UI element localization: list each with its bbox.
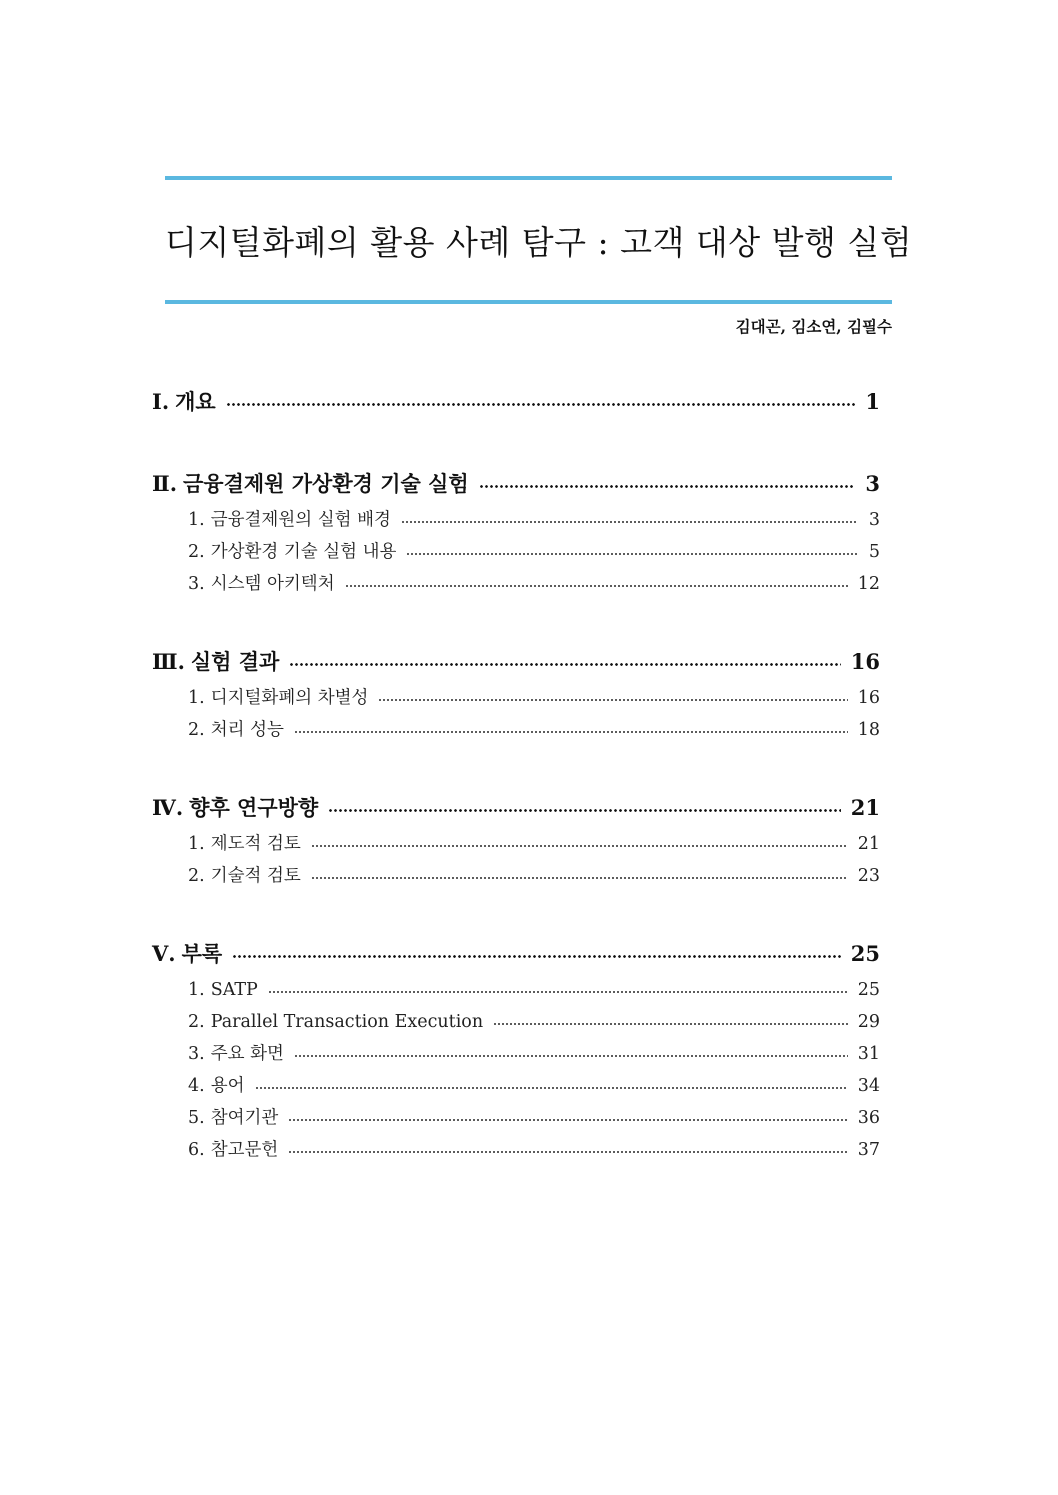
toc-chapter-entry[interactable] <box>152 382 880 422</box>
subsection-title: Parallel Transaction Execution <box>210 1012 484 1032</box>
subsection-number: 1. <box>188 980 205 1000</box>
dot-leader <box>288 1151 847 1153</box>
dot-leader <box>255 1087 848 1089</box>
subsection-title: 금융결제원의 실험 배경 <box>210 510 391 530</box>
page-number: 37 <box>857 1140 880 1160</box>
toc-subsection-entry[interactable] <box>188 1006 880 1038</box>
toc-section-3 <box>152 642 880 746</box>
subsection-title: 용어 <box>210 1076 245 1096</box>
chapter-numeral: Ⅱ. <box>152 471 178 496</box>
subsection-title: 가상환경 기술 실험 내용 <box>210 542 397 562</box>
toc-chapter-entry[interactable] <box>152 934 880 974</box>
page-number: 21 <box>857 834 880 854</box>
page-number: 5 <box>868 542 880 562</box>
page-number: 3 <box>868 510 880 530</box>
toc-section-1 <box>152 382 880 422</box>
page-number: 31 <box>857 1044 880 1064</box>
subsection-number: 3. <box>188 574 205 594</box>
dot-leader <box>294 1055 848 1057</box>
toc-section-4 <box>152 788 880 892</box>
toc-subsection-entry[interactable] <box>188 828 880 860</box>
subsection-title: 주요 화면 <box>210 1044 284 1064</box>
dot-leader <box>226 403 856 406</box>
chapter-numeral: Ⅰ. <box>152 389 170 414</box>
toc-section-2 <box>152 464 880 600</box>
toc-subsection-entry[interactable] <box>188 682 880 714</box>
chapter-numeral: Ⅴ. <box>152 941 176 966</box>
subsection-number: 5. <box>188 1108 205 1128</box>
subsection-title: 제도적 검토 <box>210 834 301 854</box>
page-number: 25 <box>857 980 880 1000</box>
document-title: 디지털화폐의 활용 사례 탐구 : 고객 대상 발행 실험 <box>165 223 913 262</box>
chapter-numeral: Ⅳ. <box>152 795 184 820</box>
dot-leader <box>268 991 848 993</box>
page-number: 3 <box>865 471 880 496</box>
page-number: 25 <box>850 941 880 966</box>
dot-leader <box>493 1023 848 1025</box>
table-of-contents <box>152 382 880 1166</box>
chapter-title: 부록 <box>181 941 223 966</box>
dot-leader <box>288 1119 847 1121</box>
subsection-title: SATP <box>210 980 258 1000</box>
page-number: 36 <box>857 1108 880 1128</box>
subsection-number: 4. <box>188 1076 205 1096</box>
toc-chapter-entry[interactable] <box>152 464 880 504</box>
toc-subsection-entry[interactable] <box>188 1134 880 1166</box>
subsection-title: 시스템 아키텍처 <box>210 574 335 594</box>
toc-subsection-entry[interactable] <box>188 714 880 746</box>
chapter-title: 실험 결과 <box>190 649 280 674</box>
toc-chapter-entry[interactable] <box>152 788 880 828</box>
subsection-title: 디지털화폐의 차별성 <box>210 688 369 708</box>
toc-subsection-entry[interactable] <box>188 536 880 568</box>
page-number: 18 <box>857 720 880 740</box>
subsection-number: 2. <box>188 542 205 562</box>
subsection-number: 3. <box>188 1044 205 1064</box>
dot-leader <box>232 955 841 958</box>
toc-subsection-entry[interactable] <box>188 568 880 600</box>
toc-subsection-entry[interactable] <box>188 860 880 892</box>
chapter-title: 향후 연구방향 <box>189 795 319 820</box>
subsection-title: 기술적 검토 <box>210 866 301 886</box>
page-number: 29 <box>857 1012 880 1032</box>
subsection-number: 2. <box>188 720 205 740</box>
page-number: 21 <box>850 795 880 820</box>
toc-subsection-entry[interactable] <box>188 1102 880 1134</box>
title-top-rule <box>165 176 892 180</box>
toc-subsection-entry[interactable] <box>188 1038 880 1070</box>
dot-leader <box>378 699 847 701</box>
subsection-title: 참여기관 <box>210 1108 279 1128</box>
subsection-number: 6. <box>188 1140 205 1160</box>
toc-subsection-entry[interactable] <box>188 1070 880 1102</box>
page-number: 34 <box>857 1076 880 1096</box>
chapter-title: 개요 <box>175 389 216 414</box>
dot-leader <box>294 731 848 733</box>
page-number: 16 <box>850 649 880 674</box>
page-number: 1 <box>865 389 880 414</box>
page-number: 12 <box>857 574 880 594</box>
toc-subsection-entry[interactable] <box>188 504 880 536</box>
dot-leader <box>401 521 858 523</box>
dot-leader <box>289 663 840 666</box>
dot-leader <box>311 845 848 847</box>
dot-leader <box>406 553 858 555</box>
title-bottom-rule <box>165 300 892 304</box>
subsection-title: 참고문헌 <box>210 1140 279 1160</box>
toc-chapter-entry[interactable] <box>152 642 880 682</box>
chapter-title: 금융결제원 가상환경 기술 실험 <box>183 471 469 496</box>
page-number: 16 <box>857 688 880 708</box>
subsection-number: 1. <box>188 688 205 708</box>
subsection-number: 2. <box>188 866 205 886</box>
dot-leader <box>345 585 848 587</box>
dot-leader <box>479 485 856 488</box>
chapter-numeral: Ⅲ. <box>152 649 185 674</box>
toc-subsection-entry[interactable] <box>188 974 880 1006</box>
subsection-number: 1. <box>188 834 205 854</box>
page-number: 23 <box>857 866 880 886</box>
toc-section-5 <box>152 934 880 1166</box>
subsection-title: 처리 성능 <box>210 720 284 740</box>
authors: 김대곤, 김소연, 김필수 <box>735 317 892 336</box>
subsection-number: 2. <box>188 1012 205 1032</box>
dot-leader <box>328 809 841 812</box>
subsection-number: 1. <box>188 510 205 530</box>
dot-leader <box>311 877 848 879</box>
